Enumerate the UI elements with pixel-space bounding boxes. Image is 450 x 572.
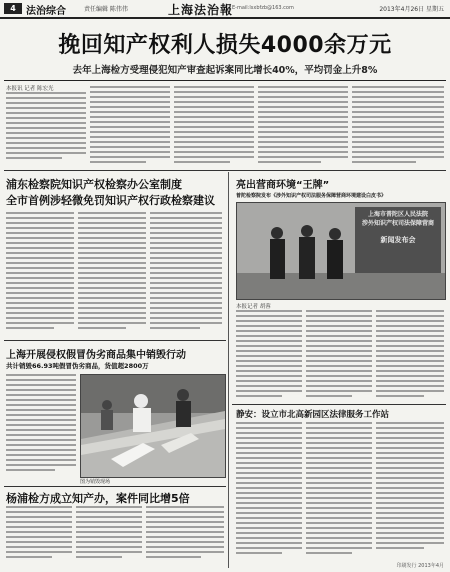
story4-title: 杨浦检方成立知产办，案件同比增5倍 xyxy=(6,492,190,505)
section-name: 法治综合 xyxy=(26,6,66,17)
sign-line2: 涉外知识产权司法保障营商 xyxy=(361,220,434,227)
issue-date: 2013年4月26日 星期五 xyxy=(379,6,444,13)
lead-text-col4 xyxy=(258,86,348,166)
divider xyxy=(4,340,226,341)
sign-line3: 新闻发布会 xyxy=(380,236,416,244)
story2-text-col1 xyxy=(6,212,74,334)
photo-backdrop-sign xyxy=(356,210,440,245)
story6-text-col3 xyxy=(376,422,444,554)
lead-byline: 本报讯 记者 陈宏光 xyxy=(6,86,54,92)
story2-text-col3 xyxy=(150,212,222,334)
story5-text-col2 xyxy=(306,310,372,402)
destruction-photo xyxy=(80,374,226,478)
section-number: 4 xyxy=(4,3,22,14)
lead-text-col3 xyxy=(174,86,254,166)
editor-line: 责任编辑 陈伟伟 xyxy=(84,6,128,13)
story5-text-col1 xyxy=(236,310,302,402)
lead-text-col2 xyxy=(90,86,170,166)
story3-subtitle: 共计销毁66.93吨假冒伪劣商品，货值超2800万 xyxy=(6,362,149,370)
lead-text-col1 xyxy=(6,92,86,166)
divider xyxy=(4,170,446,171)
lead-headline: 挽回知产权利人损失4000余万元 xyxy=(58,33,392,58)
footer-note: 印刷发行 2013年4月 xyxy=(396,563,444,569)
story5-subtitle: 普陀检察院发布《涉外知识产权司法服务保障营商环境建设白皮书》 xyxy=(236,193,387,199)
story5-text-col3 xyxy=(376,310,444,402)
story4-text-col3 xyxy=(146,506,224,562)
divider xyxy=(232,404,446,405)
divider xyxy=(4,80,446,81)
lead-text-col5 xyxy=(352,86,444,166)
website: E-mail:lsxbfzb@163.com xyxy=(232,5,294,11)
column-divider xyxy=(228,172,229,568)
story6-text-col2 xyxy=(306,422,372,560)
story4-text-col1 xyxy=(6,506,72,562)
sign-line1: 上海市普陀区人民法院 xyxy=(367,211,428,218)
story5-title: 亮出营商环境“王牌” xyxy=(236,180,330,191)
story4-text-col2 xyxy=(76,506,142,562)
page-header xyxy=(0,0,450,19)
lead-subhead: 去年上海检方受理侵犯知产审查起诉案同比增长40%，平均罚金上升8% xyxy=(72,65,378,76)
story5-byline: 本报记者 胡蓉 xyxy=(236,304,271,310)
story3-title: 上海开展侵权假冒伪劣商品集中销毁行动 xyxy=(6,350,186,361)
story2-title1: 浦东检察院知识产权检察办公室制度 xyxy=(6,178,182,191)
divider xyxy=(4,486,226,487)
story3-text xyxy=(6,374,76,474)
story2-text-col2 xyxy=(78,212,146,334)
photo-caption: 图为销毁现场 xyxy=(80,479,111,485)
story6-text-col1 xyxy=(236,422,302,560)
story6-title: 静安：设立市北高新园区法律服务工作站 xyxy=(236,410,390,420)
newspaper-logo: 上海法治報 xyxy=(168,3,234,17)
story2-title2: 全市首例涉轻微免罚知识产权行政检察建议 xyxy=(6,194,215,207)
